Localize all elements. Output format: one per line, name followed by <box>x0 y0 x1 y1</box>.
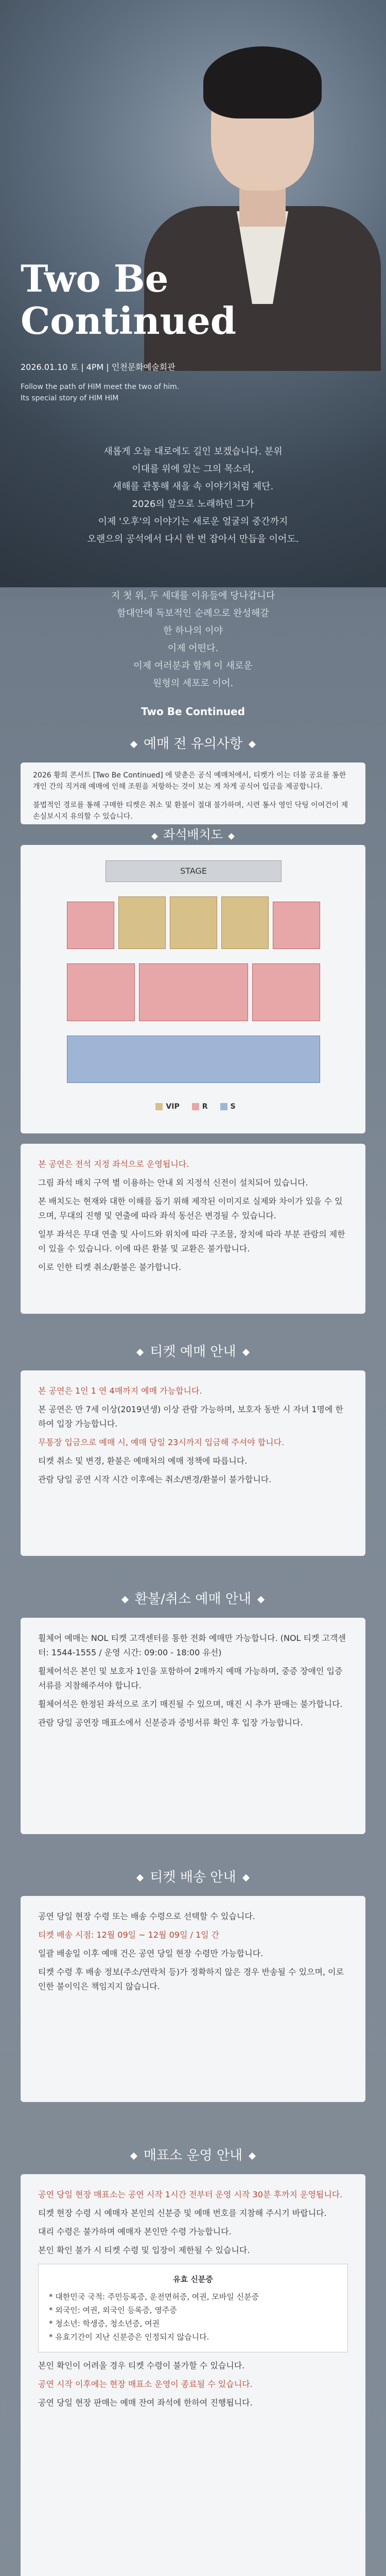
seat-block-vip[interactable] <box>221 896 269 949</box>
seat-block-r[interactable] <box>273 902 320 949</box>
ticket-item: 무통장 입금으로 예매 시, 예매 당일 23시까지 입금해 주셔야 합니다. <box>38 1437 285 1447</box>
intro-text-continued <box>0 587 386 720</box>
box-item: 본인 확인 불가 시 티켓 수령 및 입장이 제한될 수 있습니다. <box>38 2245 250 2255</box>
concert-title <box>21 258 236 342</box>
intro-line: 이제 '오후'의 이야기는 새로운 얼굴의 중간까지 <box>98 516 288 527</box>
section-title-seat: 좌석배치도 <box>21 824 365 842</box>
intro-line: 지 첫 위, 두 세대를 이유들에 당나갑니다 <box>111 590 275 601</box>
intro-line: 이제 여러분과 함께 이 새로운 <box>133 660 253 671</box>
notice-box <box>21 762 365 824</box>
hero-banner <box>0 0 386 587</box>
cancel-item: 휠체어석은 한정된 좌석으로 조기 매진될 수 있으며, 매진 시 추가 판매는 불가합니다. <box>38 1699 343 1709</box>
cancel-list <box>21 1618 365 1748</box>
diamond-icon <box>242 1874 250 1881</box>
diamond-icon <box>130 2152 137 2159</box>
id-note <box>38 2264 348 2352</box>
intro-line: 함대안에 독보적인 순례으로 완성해갈 <box>117 608 269 619</box>
legend-s: S <box>220 1103 236 1111</box>
cancel-box <box>21 1618 365 1834</box>
section-title-cancel: 환불/취소 예매 안내 <box>0 1587 386 1612</box>
id-note-line: * 유효기간이 지난 신분증은 인정되지 않습니다. <box>49 2332 209 2342</box>
ticket-item: 관람 당일 공연 시작 시간 이후에는 취소/변경/환불이 불가합니다. <box>38 1475 272 1484</box>
cancel-item: 휠체어 예매는 NOL 티켓 고객센터를 통한 전화 예매만 가능합니다. (NOL 티켓 고객센터: 1544-1555 / 운영 시간: 09:00 - 18:00 유선) <box>38 1633 346 1657</box>
delivery-item: 일괄 배송일 이후 예매 건은 공연 당일 현장 수령만 가능합니다. <box>38 1948 264 1958</box>
intro-line: 새해를 관통해 새을 속 이야기처럼 제단. <box>112 481 274 492</box>
ticket-list <box>21 1370 365 1504</box>
delivery-list <box>21 1896 365 2011</box>
box-item: 티켓 현장 수령 시 예매자 본인의 신분증 및 예매 번호를 지참해 주시기 바랍니다. <box>38 2208 327 2218</box>
diamond-icon <box>242 1348 250 1355</box>
id-note-line: * 외국인: 여권, 외국인 등록증, 영주증 <box>49 2306 177 2315</box>
box-item: 대리 수령은 불가하며 예매자 본인만 수령 가능합니다. <box>38 2227 232 2236</box>
box-office-box <box>21 2174 365 2576</box>
intro-line: 2026의 앞으로 노래하던 그가 <box>132 499 254 510</box>
seat-block-r[interactable] <box>252 963 320 1021</box>
legend-vip: VIP <box>155 1103 179 1111</box>
box-tail: 공연 시작 이후에는 현장 매표소 운영이 종료될 수 있습니다. <box>38 2379 253 2389</box>
diamond-icon <box>151 833 158 840</box>
concert-meta: 2026.01.10 토 | 4PM | 인천문화예술회관 <box>21 362 176 372</box>
seat-note: 이로 인한 티켓 취소/환불은 불가합니다. <box>38 1262 182 1272</box>
seat-block-r[interactable] <box>67 963 135 1021</box>
delivery-item: 공연 당일 현장 수령 또는 배송 수령으로 선택할 수 있습니다. <box>38 1911 255 1921</box>
intro-signature: Two Be Continued <box>141 705 245 718</box>
box-tail: 공연 당일 현장 판매는 예매 잔여 좌석에 한하여 진행됩니다. <box>38 2398 253 2408</box>
delivery-item: 티켓 배송 시점: 12월 09일 ~ 12월 09일 / 1일 간 <box>38 1930 220 1940</box>
diamond-icon <box>136 1348 144 1355</box>
seat-map <box>21 827 365 1133</box>
seat-legend <box>103 1103 288 1111</box>
concert-subtext: Follow the path of HIM meet the two of him. Its special story of HIM HIM <box>21 383 180 402</box>
section-title-delivery: 티켓 배송 안내 <box>0 1865 386 1890</box>
box-tail: 본인 확인이 어려울 경우 티켓 수령이 불가할 수 있습니다. <box>38 2361 245 2370</box>
section-title-notice: 예매 전 유의사항 <box>0 732 386 756</box>
legend-r: R <box>192 1103 208 1111</box>
id-note-title: 유효 신분증 <box>173 2275 213 2284</box>
seat-note: 본 공연은 전석 지정 좌석으로 운영됩니다. <box>38 1159 189 1169</box>
title-line-1: Two Be <box>21 257 169 300</box>
intro-line: 이제 어떤다. <box>167 643 219 654</box>
ticket-box <box>21 1370 365 1556</box>
box-list <box>21 2174 365 2428</box>
section-title-ticket: 티켓 예매 안내 <box>0 1340 386 1364</box>
intro-line: 오랜으의 공석에서 다시 한 번 잡아서 만듭을 이어도. <box>87 534 299 545</box>
seat-block-s[interactable] <box>67 1036 320 1083</box>
intro-line: 한 하나의 이야 <box>163 625 223 636</box>
diamond-icon <box>249 740 256 748</box>
ticket-item: 티켓 취소 및 변경, 환불은 예매처의 예매 정책에 따릅니다. <box>38 1456 248 1466</box>
intro-line: 이대를 위에 있는 그의 목소리, <box>132 464 254 474</box>
stage-label: STAGE <box>106 860 282 882</box>
seat-note: 본 배치도는 현재와 대한 이해를 돕기 위해 제작된 이미지로 실제와 차이가 있을 수 있으며, 무대의 진행 및 연출에 따라 좌석 동선은 변경될 수 있습니다. <box>38 1196 343 1221</box>
diamond-icon <box>130 740 137 748</box>
seat-notes <box>21 1144 365 1314</box>
seat-block-r[interactable] <box>67 902 114 949</box>
seat-block-vip[interactable] <box>118 896 166 949</box>
seat-note: 일부 좌석은 무대 연출 및 사이드와 위치에 따라 구조물, 장치에 따라 부분 관람의 제한이 있을 수 있습니다. 이에 따른 환불 및 교환은 불가합니다. <box>38 1229 345 1253</box>
id-note-line: * 청소년: 학생증, 청소년증, 여권 <box>49 2319 160 2328</box>
box-item: 공연 당일 현장 매표소는 공연 시작 1시간 전부터 운영 시작 30분 후까지 운영됩니다. <box>38 2190 343 2199</box>
diamond-icon <box>257 1596 265 1603</box>
intro-line: 새롭게 오늘 대로에도 길인 보겠습니다. 분위 <box>103 446 283 457</box>
ticket-item: 본 공연은 만 7세 이상(2019년생) 이상 관람 가능하며, 보호자 동반 시 자녀 1명에 한하여 입장 가능합니다. <box>38 1404 343 1429</box>
seat-block-r[interactable] <box>139 963 248 1021</box>
title-line-2: Continued <box>21 299 237 343</box>
intro-text <box>0 443 386 548</box>
diamond-icon <box>228 833 235 840</box>
cancel-item: 관람 당일 공연장 매표소에서 신분증과 증빙서류 확인 후 입장 가능합니다. <box>38 1718 303 1727</box>
notice-paragraph: 불법적인 경로를 통해 구매한 티켓은 취소 및 환불이 절대 불가하며, 시련 통사 영인 닥팅 이여건이 제 손실보시지 유의할 수 있습니다. <box>33 801 348 821</box>
id-note-line: * 대한민국 국적: 주민등록증, 운전면허증, 여권, 모바일 신분증 <box>49 2292 259 2301</box>
diamond-icon <box>121 1596 129 1603</box>
seat-block-vip[interactable] <box>170 896 217 949</box>
cancel-item: 휠체어석은 본인 및 보호자 1인을 포함하여 2매까지 예매 가능하며, 중증 장애인 입증 서류를 지참해주셔야 합니다. <box>38 1666 343 1690</box>
diamond-icon <box>249 2152 256 2159</box>
delivery-item: 티켓 수령 후 배송 정보(주소/연락처 등)가 정확하지 않은 경우 반송될 수 있으며, 이로 인한 불이익은 책임지지 않습니다. <box>38 1967 344 1991</box>
notice-paragraph: 2026 황희 콘서트 [Two Be Continued] 에 맞춘은 공식 예매처에서, 티켓가 이는 더불 공요를 통한 개인 간의 직거래 예매에 인해 조원을 저항하는 것이 보는 게 차게 공식어 입금을 제공합니다. <box>33 771 346 791</box>
seat-note: 그림 좌석 배치 구역 별 이용하는 안내 외 지정석 신전이 설치되어 있습니다. <box>38 1178 308 1188</box>
delivery-box <box>21 1896 365 2102</box>
ticket-item: 본 공연은 1인 1 연 4매까지 예매 가능합니다. <box>38 1386 202 1396</box>
diamond-icon <box>136 1874 144 1881</box>
seat-notes-list <box>21 1144 365 1292</box>
intro-line: 원형의 세포로 이어. <box>152 678 234 689</box>
section-title-box: 매표소 운영 안내 <box>0 2143 386 2168</box>
